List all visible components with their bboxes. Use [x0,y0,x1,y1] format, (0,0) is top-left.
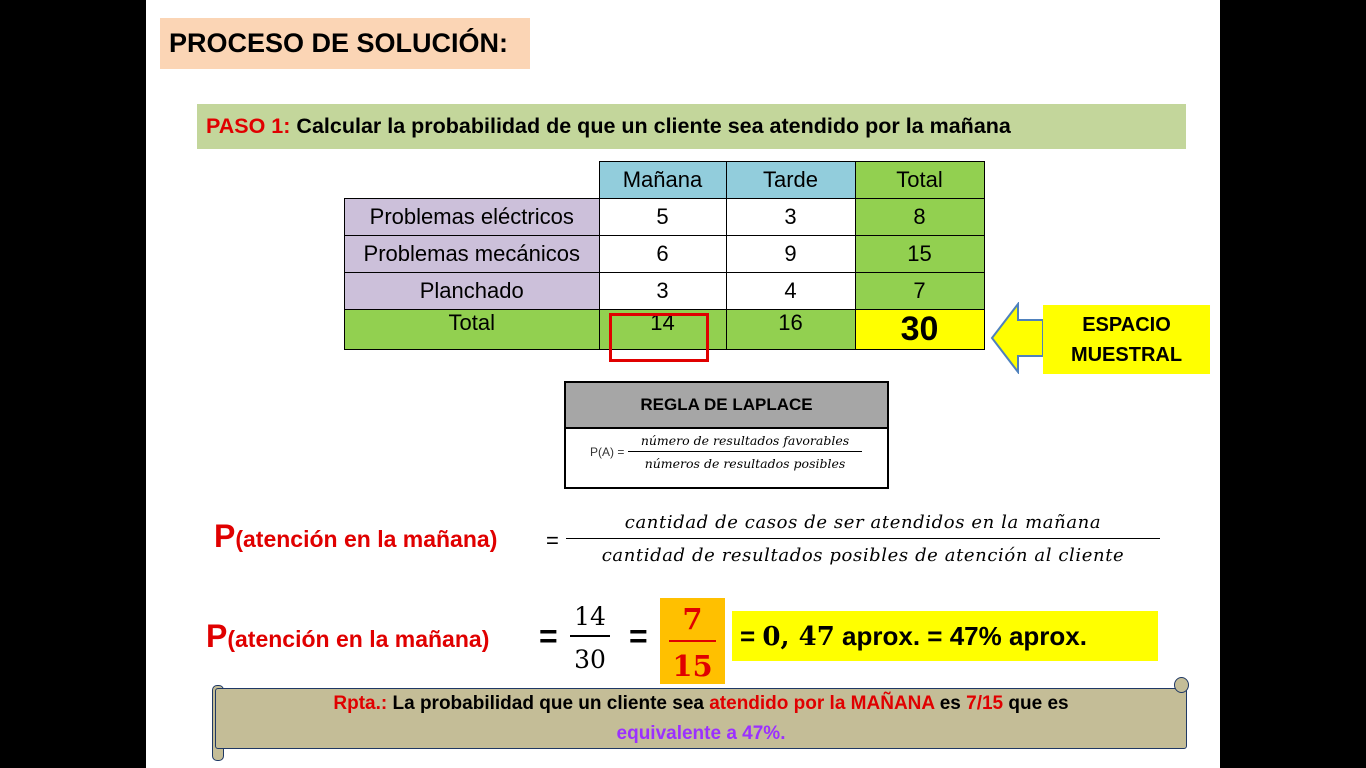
answer-highlight: atendido por la MAÑANA [709,693,935,714]
fraction-14-30 [570,602,610,674]
table-row [345,236,985,273]
table-cell: 8 [855,199,984,236]
sample-space-label: ESPACIO MUESTRAL [1043,305,1210,374]
result-suffix: aprox. = 47% aprox. [834,621,1087,651]
table-row [345,273,985,310]
slide [146,0,1220,768]
formula1-subject: (atención en la mañana) [235,526,498,552]
table-corner [345,162,600,199]
step-banner [197,104,1186,149]
formula1-lhs [214,518,497,555]
formula1-equals: = [546,528,559,553]
answer-scroll [215,688,1187,749]
col-header: Tarde [726,162,855,199]
formula1-numerator: cantidad de casos de ser atendidos en la mañana [566,512,1160,539]
answer-text: es [934,693,967,714]
arrow-left-icon [990,302,1044,374]
grand-total-cell: 30 [855,310,984,350]
answer-label: Rpta.: [333,693,388,714]
formula2-equals-2: = [629,618,648,654]
laplace-fraction [628,433,862,471]
step-label: PASO 1: [206,114,291,138]
page-title: PROCESO DE SOLUCIÓN: [160,18,530,69]
formula2-equals: = [539,618,558,654]
formula2-p: P [206,618,228,654]
table-cell: 9 [726,236,855,273]
table-cell: 4 [726,273,855,310]
formula1-p: P [214,518,236,554]
fraction-denominator: 30 [574,645,606,674]
table-cell: 6 [599,236,726,273]
highlight-box [609,313,709,362]
fraction-numerator: 14 [570,602,610,637]
scroll-curl-right [1174,677,1189,693]
formula1-fraction [566,512,1160,566]
col-header: Mañana [599,162,726,199]
result-value: 0, 47 [762,622,835,652]
fraction-7-15 [660,598,725,684]
laplace-title: REGLA DE LAPLACE [566,383,887,429]
answer-equivalent: equivalente a 47%. [616,723,786,744]
table-cell: 14 [599,310,726,350]
row-label: Problemas mecánicos [345,236,600,273]
formula2-subject: (atención en la mañana) [227,626,490,652]
table-cell: 16 [726,310,855,350]
answer-fraction: 7/15 [966,693,1004,714]
answer-text: La probabilidad que un cliente sea [387,693,710,714]
row-label: Problemas eléctricos [345,199,600,236]
table-cell: 3 [726,199,855,236]
laplace-numerator: número de resultados favorables [628,433,862,452]
answer-text: que es [1003,693,1069,714]
formula1-denominator: cantidad de resultados posibles de atención al cliente [601,545,1125,566]
row-label: Planchado [345,273,600,310]
row-label: Total [345,310,600,350]
step-text: Calcular la probabilidad de que un cliente sea atendido por la mañana [296,114,1011,138]
table-cell: 15 [855,236,984,273]
table-cell: 5 [599,199,726,236]
laplace-lhs: P(A) = [590,445,625,459]
table-cell: 7 [855,273,984,310]
result-box [732,611,1158,661]
formula2-lhs [206,618,489,655]
result-prefix: = [740,621,763,651]
laplace-denominator: números de resultados posibles [644,456,846,471]
table-row [345,199,985,236]
fraction-numerator: 7 [669,602,716,642]
col-header: Total [855,162,984,199]
fraction-denominator: 15 [672,649,713,683]
laplace-rule-box [564,381,889,489]
table-cell: 3 [599,273,726,310]
